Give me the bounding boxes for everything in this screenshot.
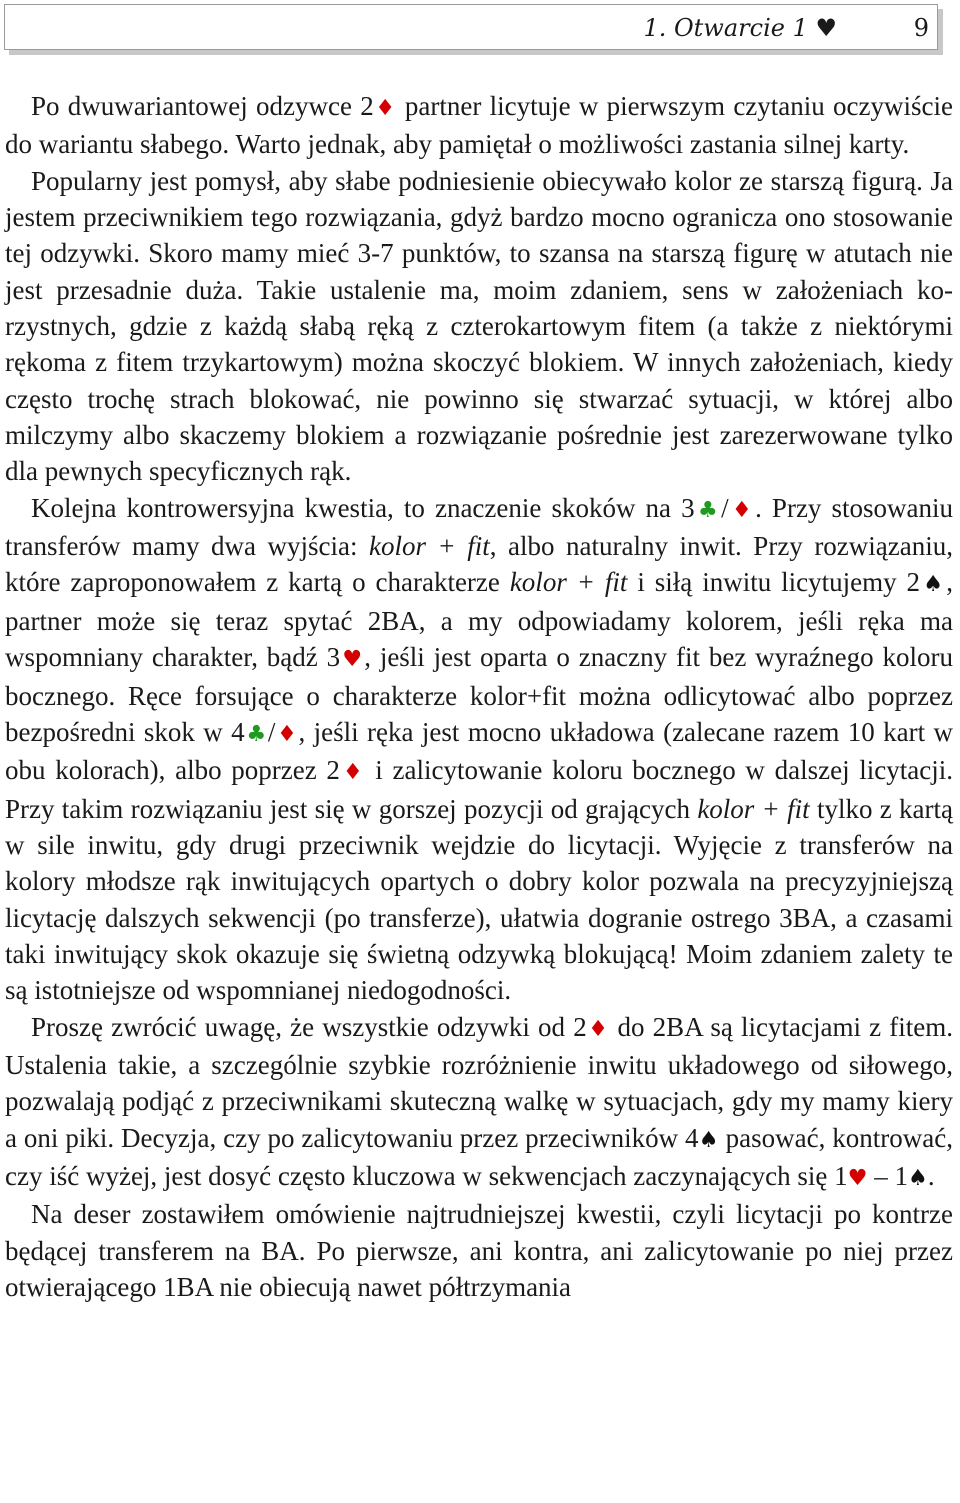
text-run: – 1 — [867, 1160, 908, 1191]
club-suit-icon: ♣ — [694, 496, 722, 523]
text-run: , jeśli jest oparta o znaczny fit bez wyraźnego koloru bocznego. Ręce forsujące o charakterze kolor+fit można odlicytować albo poprzez bezpośredni skok w 4 — [5, 642, 953, 747]
chapter-title-text: 1. Otwarcie 1 — [643, 14, 808, 42]
text-run: , partner może się teraz spytać 2BA, a my odpowiadamy kolorem, jeśli ręka ma wspomniany charakter, bądź 3 — [5, 567, 953, 673]
page-body — [5, 88, 953, 1305]
paragraph-5 — [5, 1196, 953, 1305]
diamond-suit-icon: ♦ — [586, 1015, 610, 1042]
diamond-suit-icon: ♦ — [728, 496, 756, 523]
heart-suit-icon: ♥ — [815, 14, 837, 42]
text-run: pasować, kontrować, czy iść wyżej, jest dosyć często kluczowa w sekwencjach zaczynających się 1 — [5, 1122, 953, 1191]
emphasis-kolor-fit: kolor + fit — [697, 793, 810, 824]
paragraph-1 — [5, 88, 953, 163]
chapter-title — [643, 14, 837, 42]
heart-suit-icon: ♥ — [340, 646, 365, 673]
text-run: do 2BA są licytacjami z fitem. Ustalenia takie, a szczególnie szybkie rozróżnienie inwitu układowego od siłowego, pozwalają podjąć z przeciwnikami skuteczną walkę w sytuacjach, gdy my mamy kiery a oni piki. Decyzja, czy po zalicytowaniu przez przeciwników 4 — [5, 1011, 953, 1153]
club-suit-icon: ♣ — [244, 720, 268, 747]
text-run: / — [267, 716, 276, 747]
text-run: Po dwuwariantowej odzywce 2 — [31, 91, 374, 121]
diamond-suit-icon: ♦ — [339, 759, 366, 786]
text-run: Proszę zwrócić uwagę, że wszystkie odzywki od 2 — [31, 1011, 587, 1042]
text-run: . Przy stosowaniu transferów mamy dwa wyjścia: — [5, 492, 954, 562]
heart-suit-icon: ♥ — [847, 1164, 868, 1191]
text-run: i siłą inwitu licytujemy 2 — [627, 567, 921, 598]
text-run: Popularny jest pomysł, aby słabe podniesienie obiecywało kolor ze starszą figurą. Ja jestem przeciwnikiem tego rozwiązania, gdyż bardzo mocno ogranicza ono stosowanie tej odzywki. Skoro mamy mieć 3-7 punktów, to szansa na starszą figurę w atutach nie jest przesadnie duża. Takie ustalenie ma, moim zdaniem, sens w założeniach korzystnych, gdzie z każdą słabą ręką z czterokartowym fitem (a także z niektórymi rękoma z fitem trzykartowym) można skoczyć blokiem. W innych założeniach, kiedy często trochę strach blokować, nie powinno się stwarzać sytuacji, w której albo milczymy albo skaczemy blokiem a rozwiązanie pośrednie jest zarezerwowane tylko dla pewnych specyficznych rąk. — [5, 165, 953, 487]
diamond-suit-icon: ♦ — [373, 95, 397, 121]
emphasis-kolor-fit: kolor + fit — [369, 531, 490, 562]
emphasis-kolor-fit: kolor + fit — [509, 567, 628, 598]
paragraph-3 — [5, 490, 953, 1009]
text-run: / — [721, 492, 729, 523]
text-run: , albo naturalny inwit. Przy rozwiązaniu, które zaproponowałem z kartą o charakterze — [5, 531, 953, 598]
spade-suit-icon: ♠ — [698, 1126, 719, 1153]
page-number: 9 — [913, 14, 929, 42]
text-run: Kolejna kontrowersyjna kwestia, to znaczenie skoków na 3 — [31, 492, 695, 523]
text-run: , jeśli ręka jest mocno układowa (zalecane razem 10 kart w obu kolorach), albo poprzez 2 — [5, 716, 954, 786]
running-header — [4, 4, 938, 50]
text-run: Na deser zostawiłem omówienie najtrudniejszej kwestii, czyli licytacji po kontrze będącej transferem na BA. Po pierwsze, ani kontra, ani zalicytowanie po niej przez otwierającego 1BA nie obiecują nawet półtrzymania — [5, 1199, 953, 1302]
text-run: i zalicytowanie koloru bocznego w dalszej licytacji. Przy takim rozwiązaniu jest się w gorszej pozycji od grających — [5, 755, 953, 824]
spade-suit-icon: ♠ — [920, 571, 947, 598]
text-run: tylko z kartą w sile inwitu, gdy drugi przeciwnik wejdzie do licytacji. Wyjęcie z transferów na kolory młodsze rąk inwitujących opartych o dobry kolor pozwala na precyzyjniejszą licytację dalszych sekwencji (po transferze), ułatwia dogranie ostrego 3BA, a czasami taki inwitujący skok okazuje się świetną odzywką blokującą! Moim zdaniem zalety te są istotniejsze od wspomnianej niedogodności. — [5, 793, 954, 1006]
paragraph-2 — [5, 163, 953, 490]
spade-suit-icon: ♠ — [907, 1164, 928, 1191]
diamond-suit-icon: ♦ — [275, 720, 299, 747]
paragraph-4 — [5, 1009, 953, 1197]
text-run: partner licytuje w pierwszym czytaniu oczywiście do wariantu słabego. Warto jednak, aby pamiętał o możliwości zastania silnej karty. — [5, 91, 953, 160]
text-run: . — [927, 1160, 935, 1191]
